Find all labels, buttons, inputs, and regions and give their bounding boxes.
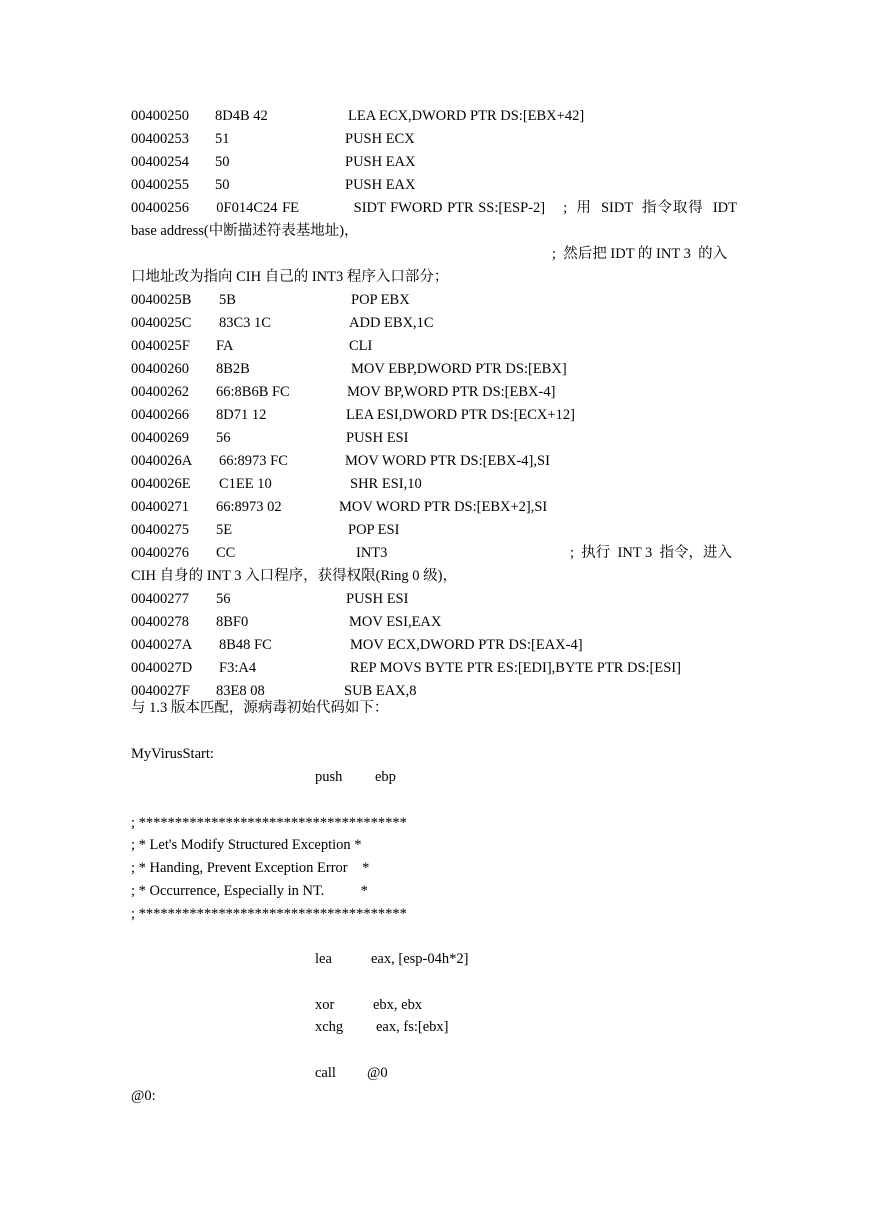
mnemonic: xchg: [315, 1019, 344, 1035]
address: 0040027D: [131, 660, 193, 676]
sidt-comment-cont: base address(中断描述符表基地址)，: [131, 223, 359, 239]
disasm-row: [0, 588, 869, 610]
opcode-bytes: FA: [216, 338, 234, 354]
comment-continuation: [0, 565, 869, 587]
mnemonic: push: [315, 769, 343, 785]
disasm-row: [0, 450, 869, 472]
instruction: PUSH EAX: [345, 177, 416, 193]
address: 00400255: [131, 177, 189, 193]
opcode-bytes: 83C3 1C: [219, 315, 271, 331]
code-line: [0, 1062, 869, 1084]
opcode-bytes: 50: [215, 154, 230, 170]
comment-box-line: [0, 857, 869, 879]
instruction: POP EBX: [351, 292, 410, 308]
address: 00400262: [131, 384, 189, 400]
disasm-row: [0, 496, 869, 518]
code-label: [0, 743, 869, 765]
instruction: MOV WORD PTR DS:[EBX+2],SI: [339, 499, 548, 515]
comment-text: ; *************************************: [131, 815, 407, 831]
instruction: PUSH ECX: [345, 131, 415, 147]
operand: eax, [esp-04h*2]: [371, 951, 469, 967]
opcode-bytes: 50: [215, 177, 230, 193]
comment-box-line: [0, 880, 869, 902]
operand: ebx, ebx: [373, 997, 423, 1013]
code-line: [0, 766, 869, 788]
sidt-row: [0, 197, 869, 219]
opcode-bytes: 83E8 08: [216, 683, 265, 699]
mnemonic: xor: [315, 997, 335, 1013]
instruction: POP ESI: [348, 522, 400, 538]
disasm-row: [0, 128, 869, 150]
operand: @0: [367, 1065, 388, 1081]
opcode-bytes: 8BF0: [216, 614, 249, 630]
int3-row: [0, 542, 869, 564]
address: 00400266: [131, 407, 189, 423]
address: 00400253: [131, 131, 189, 147]
opcode-bytes: 8B48 FC: [219, 637, 272, 653]
opcode-bytes: 8D71 12: [216, 407, 267, 423]
address: 0040027F: [131, 683, 190, 699]
disasm-row: [0, 611, 869, 633]
opcode-bytes: 5B: [219, 292, 236, 308]
address: 0040025F: [131, 338, 190, 354]
opcode-bytes: CC: [216, 545, 236, 561]
intro-paragraph: [0, 697, 869, 719]
disasm-row: [0, 358, 869, 380]
idt-comment: ; 然后把 IDT 的 INT 3 的入: [552, 246, 728, 262]
int3-comment: ; 执行 INT 3 指令，进入: [570, 545, 733, 561]
opcode-bytes: 56: [216, 591, 231, 607]
opcode-bytes: 66:8973 FC: [219, 453, 288, 469]
address: 0040026E: [131, 476, 191, 492]
instruction: MOV ESI,EAX: [349, 614, 442, 630]
mnemonic: lea: [315, 951, 332, 967]
opcode-bytes: F3:A4: [219, 660, 257, 676]
address: 00400250: [131, 108, 189, 124]
address: 00400277: [131, 591, 189, 607]
opcode-bytes: 8D4B 42: [215, 108, 268, 124]
disasm-row: [0, 289, 869, 311]
comment-box-line: [0, 903, 869, 925]
instruction: PUSH ESI: [346, 591, 409, 607]
disasm-row: [0, 657, 869, 679]
instruction: PUSH ESI: [346, 430, 409, 446]
disasm-row: [0, 335, 869, 357]
address: 0040025B: [131, 292, 192, 308]
instruction: PUSH EAX: [345, 154, 416, 170]
address: 00400276: [131, 545, 189, 561]
disasm-row: [0, 151, 869, 173]
address: 0040026A: [131, 453, 193, 469]
address: 0040027A: [131, 637, 193, 653]
comment-text: ; * Let's Modify Structured Exception *: [131, 837, 362, 853]
opcode-bytes: 66:8973 02: [216, 499, 282, 515]
instruction: MOV ECX,DWORD PTR DS:[EAX-4]: [350, 637, 583, 653]
comment-box-line: [0, 834, 869, 856]
instruction: INT3: [356, 545, 388, 561]
idt-comment-cont: 口地址改为指向 CIH 自己的 INT3 程序入口部分；: [131, 269, 449, 285]
address: 00400269: [131, 430, 189, 446]
code-line: [0, 948, 869, 970]
disasm-row: [0, 427, 869, 449]
sidt-line: 00400256 0F014C24 FE SIDT FWORD PTR SS:[ESP-2] ; 用 SIDT 指令取得 IDT: [131, 200, 737, 216]
opcode-bytes: 8B2B: [216, 361, 250, 377]
mnemonic: call: [315, 1065, 336, 1081]
comment-continuation: [0, 220, 869, 242]
disasm-row: [0, 634, 869, 656]
comment-text: ; * Occurrence, Especially in NT. *: [131, 883, 368, 899]
instruction: MOV BP,WORD PTR DS:[EBX-4]: [347, 384, 556, 400]
opcode-bytes: C1EE 10: [219, 476, 272, 492]
comment-text: ; *************************************: [131, 906, 407, 922]
comment-text: ; * Handing, Prevent Exception Error *: [131, 860, 370, 876]
instruction: LEA ESI,DWORD PTR DS:[ECX+12]: [346, 407, 575, 423]
comment-row: [0, 243, 869, 265]
instruction: ADD EBX,1C: [349, 315, 434, 331]
address: 00400260: [131, 361, 189, 377]
disasm-row: [0, 105, 869, 127]
disasm-row: [0, 473, 869, 495]
opcode-bytes: 5E: [216, 522, 233, 538]
opcode-bytes: 66:8B6B FC: [216, 384, 290, 400]
label-at-0: @0:: [131, 1088, 156, 1104]
instruction: CLI: [349, 338, 373, 354]
disasm-row: [0, 519, 869, 541]
code-line: [0, 994, 869, 1016]
opcode-bytes: 56: [216, 430, 231, 446]
disasm-row: [0, 174, 869, 196]
address: 00400254: [131, 154, 189, 170]
address: 00400271: [131, 499, 189, 515]
address: 0040025C: [131, 315, 192, 331]
disasm-row: [0, 381, 869, 403]
address: 00400275: [131, 522, 189, 538]
code-label: [0, 1085, 869, 1107]
instruction: MOV WORD PTR DS:[EBX-4],SI: [345, 453, 550, 469]
code-line: [0, 1016, 869, 1038]
address: 00400278: [131, 614, 189, 630]
operand: eax, fs:[ebx]: [376, 1019, 449, 1035]
disasm-row: [0, 404, 869, 426]
instruction: REP MOVS BYTE PTR ES:[EDI],BYTE PTR DS:[ESI]: [350, 660, 681, 676]
intro-text: 与 1.3 版本匹配，源病毒初始代码如下：: [131, 700, 389, 716]
operand: ebp: [375, 769, 396, 785]
label-my-virus-start: MyVirusStart:: [131, 746, 214, 762]
disasm-row: [0, 312, 869, 334]
comment-box-line: [0, 812, 869, 834]
opcode-bytes: 51: [215, 131, 230, 147]
instruction: MOV EBP,DWORD PTR DS:[EBX]: [351, 361, 567, 377]
int3-comment-cont: CIH 自身的 INT 3 入口程序，获得权限(Ring 0 级)，: [131, 568, 457, 584]
instruction: LEA ECX,DWORD PTR DS:[EBX+42]: [348, 108, 585, 124]
comment-continuation: [0, 266, 869, 288]
instruction: SUB EAX,8: [344, 683, 417, 699]
instruction: SHR ESI,10: [350, 476, 422, 492]
